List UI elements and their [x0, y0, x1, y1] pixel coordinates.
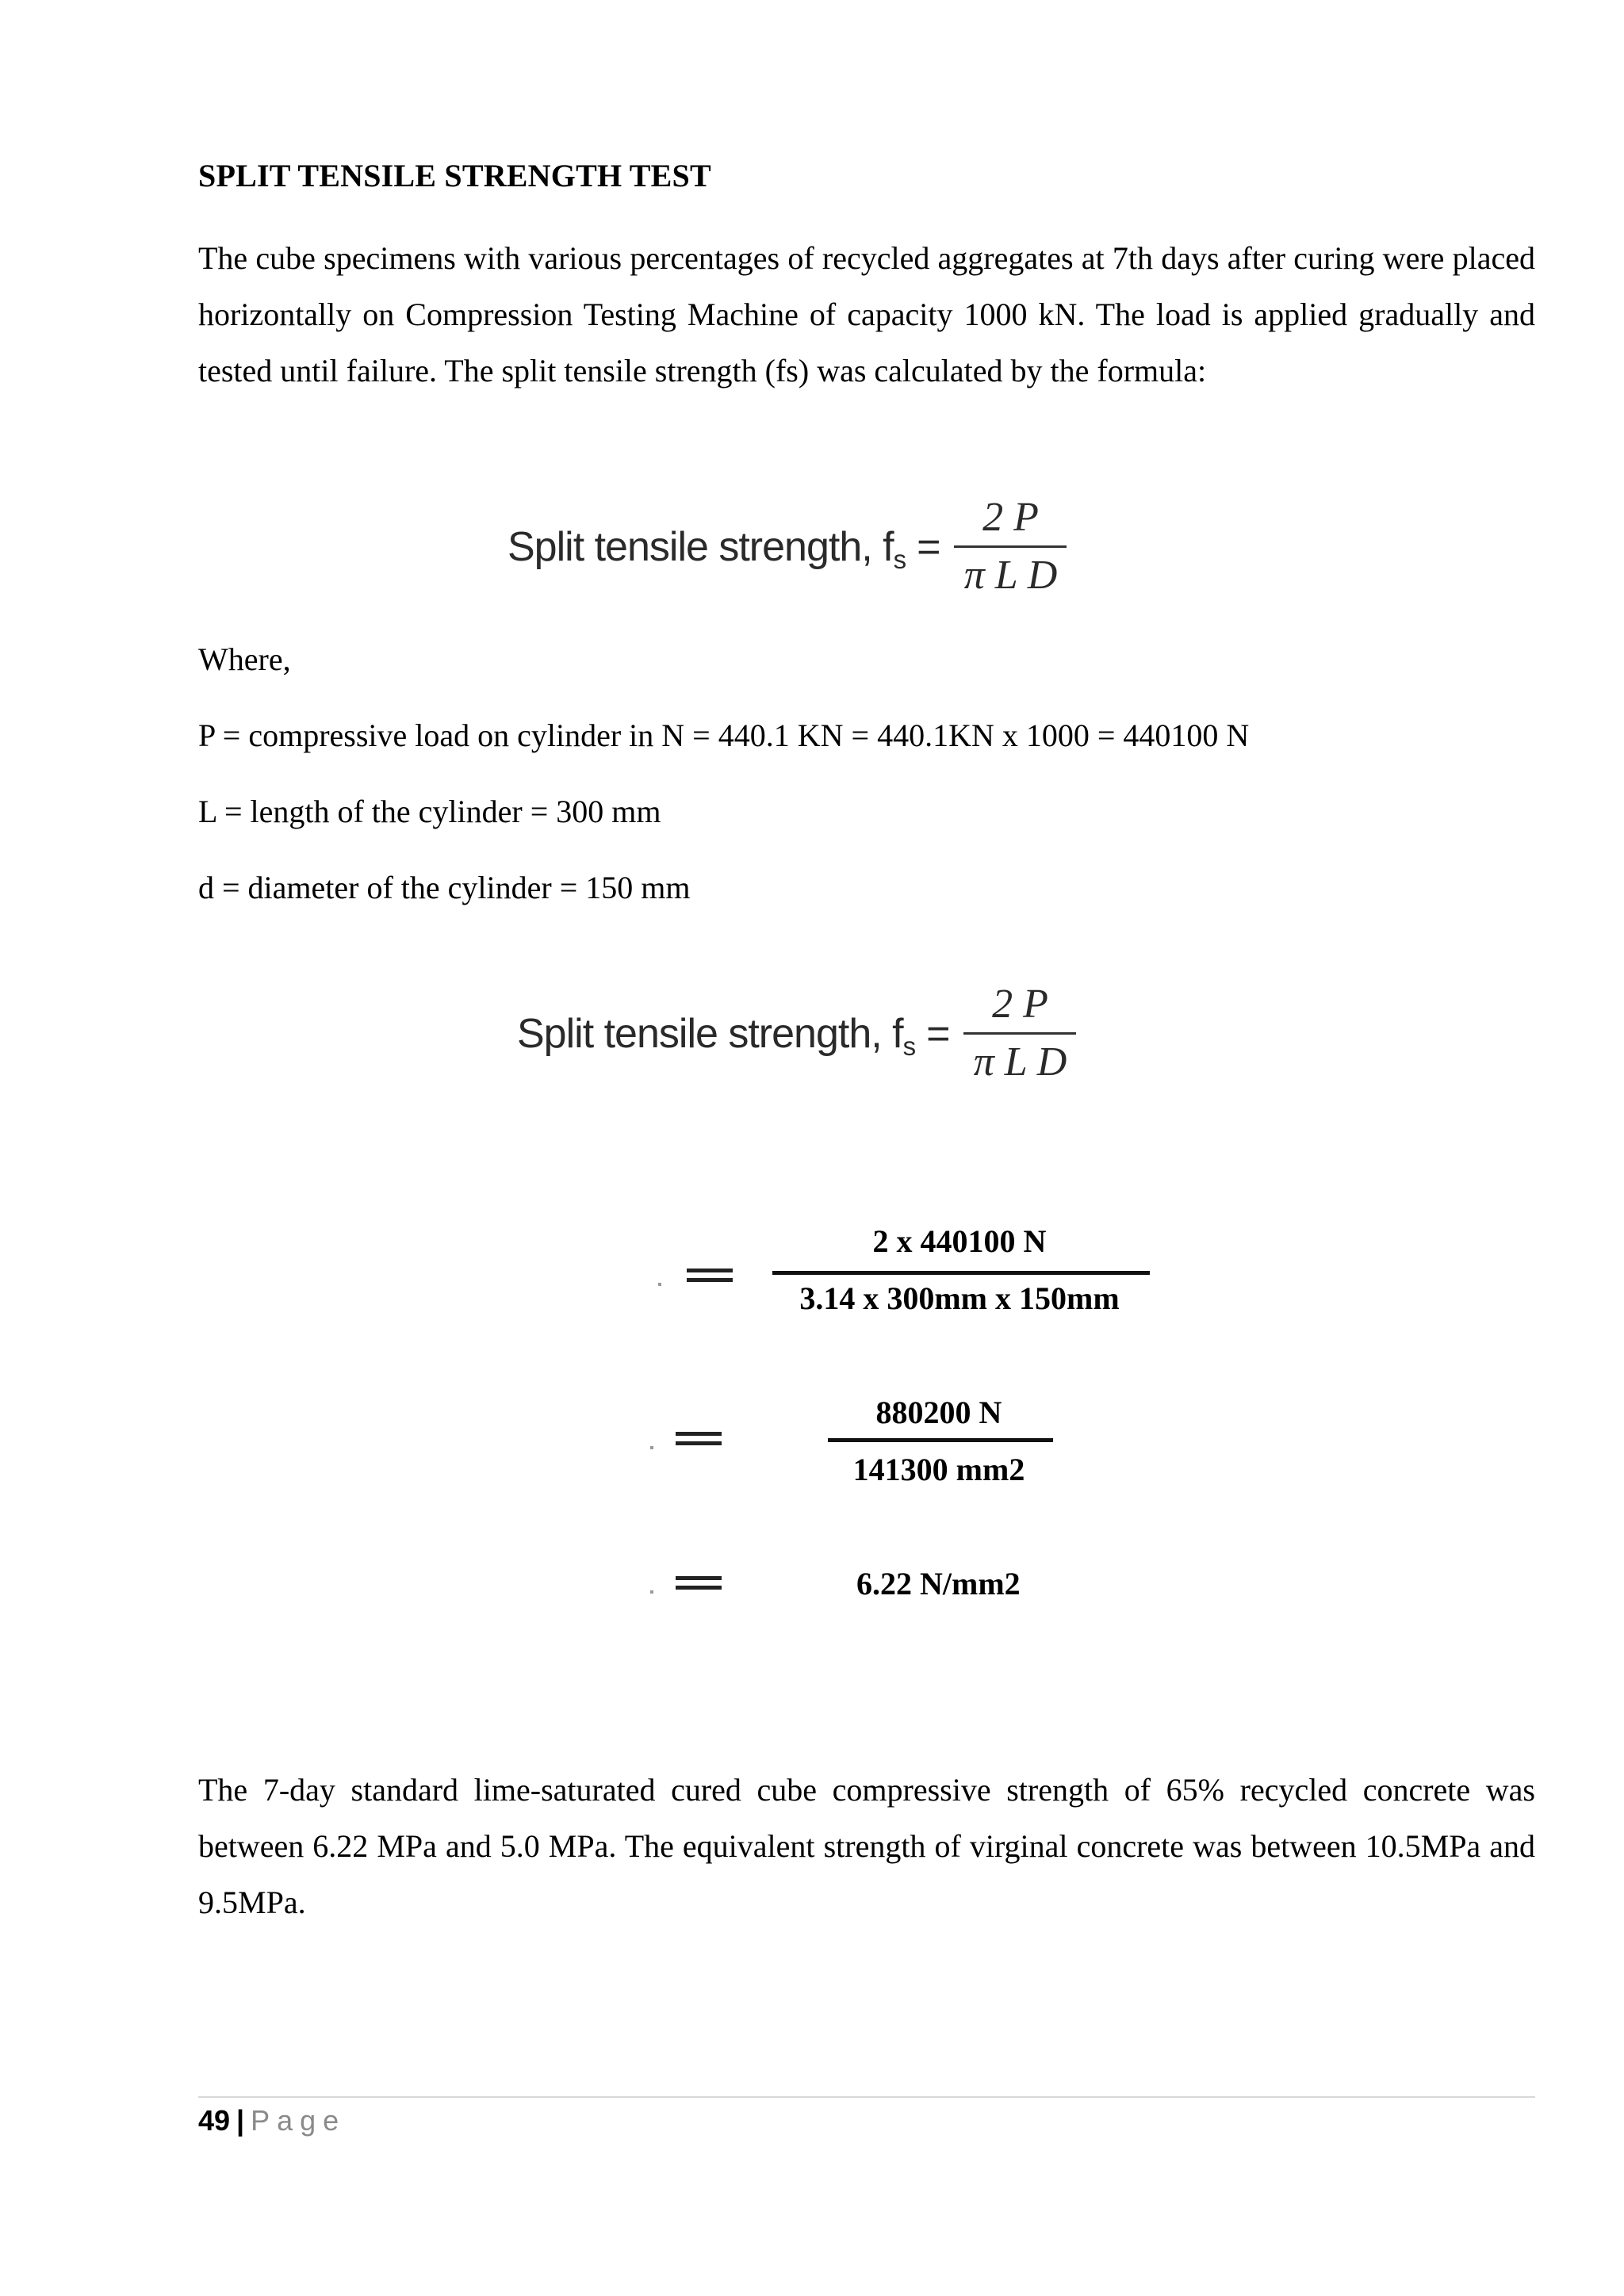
footer-separator: |: [236, 2104, 245, 2137]
page-number: 49: [198, 2104, 231, 2137]
formula-numerator: 2 P: [982, 495, 1039, 540]
formula-denominator: π L D: [973, 1039, 1067, 1085]
fraction-bar: [954, 545, 1067, 548]
formula-lhs: Split tensile strength, f s =: [517, 1010, 950, 1061]
intro-paragraph: The cube specimens with various percentages of recycled aggregates at 7th days after curing were placed horizontally on Compression Testing Machine of capacity 1000 kN. The load is applied gradually and tested until failure. The split tensile strength (fs) was calculated by the formula:: [198, 240, 1535, 388]
formula-fraction: [954, 493, 1067, 600]
equals-mark-dot: [650, 1590, 653, 1594]
where-p-definition: P = compressive load on cylinder in N = 440.1 KN = 440.1KN x 1000 = 440100 N: [198, 718, 1250, 753]
formula-fraction: [963, 980, 1076, 1087]
equals-sign-icon: [676, 1576, 722, 1590]
formula-image-1: [508, 493, 1067, 600]
equals-mark-dot: [650, 1446, 653, 1449]
page-label: Page: [251, 2104, 347, 2137]
where-d-definition: d = diameter of the cylinder = 150 mm: [198, 870, 691, 905]
step1-denominator: 3.14 x 300mm x 150mm: [799, 1280, 1120, 1316]
formula-lhs: Split tensile strength, f s =: [508, 523, 940, 574]
result-value: 6.22 N/mm2: [856, 1566, 1021, 1601]
formula-image-2: [517, 980, 1076, 1087]
step2-numerator: 880200 N: [875, 1395, 1002, 1430]
formula-numerator: 2 P: [992, 982, 1048, 1027]
formula-denominator: π L D: [963, 553, 1058, 598]
step1-fraction-bar: [772, 1271, 1150, 1275]
equals-sign-icon: [687, 1269, 733, 1282]
equals-mark-dot: [658, 1283, 661, 1286]
step2-denominator: 141300 mm2: [852, 1452, 1025, 1487]
section-heading: SPLIT TENSILE STRENGTH TEST: [198, 158, 711, 193]
fraction-bar: [963, 1032, 1076, 1035]
conclusion-paragraph: The 7-day standard lime-saturated cured cube compressive strength of 65% recycled concrete was between 6.22 MPa and 5.0 MPa. The equivalent strength of virginal concrete was between 10.5MPa and 9.5MPa.: [198, 1772, 1535, 1920]
where-l-definition: L = length of the cylinder = 300 mm: [198, 794, 661, 829]
footer-divider: [198, 2096, 1535, 2098]
where-label: Where,: [198, 641, 291, 677]
page-footer: [198, 2104, 346, 2137]
equals-sign-icon: [676, 1432, 722, 1445]
step2-fraction-bar: [828, 1438, 1053, 1442]
step1-numerator: 2 x 440100 N: [872, 1223, 1047, 1259]
